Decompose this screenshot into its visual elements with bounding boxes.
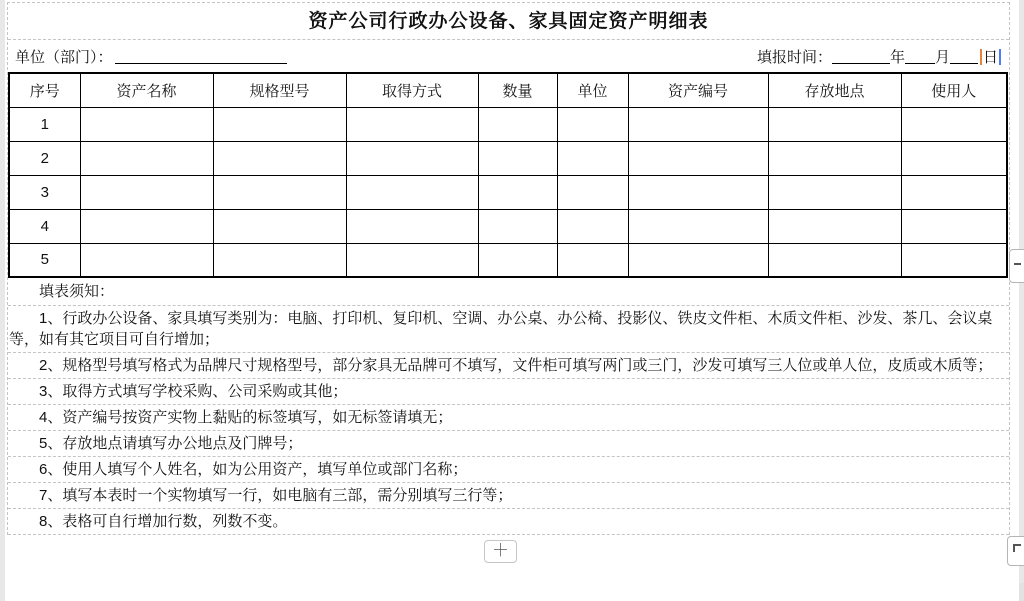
col-header-quantity: 数量 (478, 73, 557, 107)
table-cell[interactable] (901, 141, 1007, 175)
year-blank[interactable] (832, 49, 890, 64)
note-item-3: 3、取得方式填写学校采购、公司采购或其他； (8, 379, 1009, 405)
table-cell[interactable] (478, 141, 557, 175)
table-row (9, 141, 1007, 175)
row-index: 5 (9, 243, 80, 277)
add-row-button[interactable] (484, 540, 517, 563)
month-label: 月 (934, 48, 950, 66)
table-cell[interactable] (346, 141, 478, 175)
note-item-5: 5、存放地点请填写办公地点及门牌号； (8, 431, 1009, 457)
edge-button-clipped-bottom[interactable] (1007, 536, 1024, 566)
table-cell[interactable] (213, 243, 346, 277)
notes-heading: 填表须知： (8, 278, 1009, 306)
table-cell[interactable] (628, 107, 768, 141)
col-header-acquisition: 取得方式 (346, 73, 478, 107)
table-row (9, 107, 1007, 141)
table-cell[interactable] (768, 141, 901, 175)
table-cell[interactable] (346, 175, 478, 209)
table-cell[interactable] (80, 175, 213, 209)
note-item-4: 4、资产编号按资产实物上黏贴的标签填写，如无标签请填无； (8, 405, 1009, 431)
note-item-1: 1、行政办公设备、家具填写类别为：电脑、打印机、复印机、空调、办公桌、办公椅、投影仪、铁皮文件柜、木质文件柜、沙发、茶几、会议桌等，如有其它项目可自行增加； (8, 306, 1009, 353)
row-index: 1 (9, 107, 80, 141)
day-label: 日 (982, 48, 998, 66)
col-header-spec-model: 规格型号 (213, 73, 346, 107)
table-cell[interactable] (557, 141, 628, 175)
table-cell[interactable] (478, 243, 557, 277)
notes-section (8, 278, 1009, 535)
table-cell[interactable] (901, 175, 1007, 209)
table-cell[interactable] (557, 107, 628, 141)
table-cell[interactable] (628, 209, 768, 243)
table-cell[interactable] (346, 107, 478, 141)
table-row (9, 209, 1007, 243)
report-time-field (757, 46, 1001, 67)
collab-cursor-orange (980, 49, 982, 65)
document-page (5, 0, 1019, 601)
table-cell[interactable] (478, 175, 557, 209)
table-cell[interactable] (768, 243, 901, 277)
asset-table (8, 72, 1008, 278)
table-cell[interactable] (768, 107, 901, 141)
table-cell[interactable] (80, 141, 213, 175)
table-cell[interactable] (213, 175, 346, 209)
col-header-location: 存放地点 (768, 73, 901, 107)
report-time-label: 填报时间： (756, 48, 832, 66)
day-blank[interactable] (950, 49, 978, 64)
table-cell[interactable] (213, 107, 346, 141)
page-title: 资产公司行政办公设备、家具固定资产明细表 (8, 3, 1009, 40)
table-row (9, 243, 1007, 277)
unit-blank[interactable] (115, 49, 287, 64)
table-cell[interactable] (768, 209, 901, 243)
table-cell[interactable] (628, 175, 768, 209)
col-header-index: 序号 (9, 73, 80, 107)
col-header-user: 使用人 (901, 73, 1007, 107)
meta-row (8, 40, 1009, 72)
unit-field (15, 46, 287, 67)
document-body (7, 2, 1010, 535)
table-header-row (9, 73, 1007, 107)
row-index: 2 (9, 141, 80, 175)
table-row (9, 175, 1007, 209)
edge-button-clipped-top[interactable] (1009, 249, 1024, 283)
unit-label: 单位（部门）： (15, 48, 113, 66)
table-cell[interactable] (346, 209, 478, 243)
table-cell[interactable] (80, 107, 213, 141)
table-cell[interactable] (557, 209, 628, 243)
col-header-unit: 单位 (557, 73, 628, 107)
table-cell[interactable] (901, 243, 1007, 277)
table-cell[interactable] (478, 209, 557, 243)
note-item-7: 7、填写本表时一个实物填写一行，如电脑有三部，需分别填写三行等； (8, 483, 1009, 509)
table-cell[interactable] (628, 243, 768, 277)
month-blank[interactable] (905, 49, 935, 64)
table-cell[interactable] (768, 175, 901, 209)
table-cell[interactable] (213, 141, 346, 175)
table-cell[interactable] (557, 243, 628, 277)
note-item-6: 6、使用人填写个人姓名，如为公用资产，填写单位或部门名称； (8, 457, 1009, 483)
table-cell[interactable] (80, 243, 213, 277)
window-edge-right (1019, 0, 1024, 601)
table-cell[interactable] (557, 175, 628, 209)
minus-icon (1014, 263, 1021, 265)
row-index: 4 (9, 209, 80, 243)
plus-icon: ＋ (492, 541, 509, 560)
collab-cursor-blue (999, 49, 1001, 65)
table-cell[interactable] (80, 209, 213, 243)
table-cell[interactable] (901, 209, 1007, 243)
col-header-asset-number: 资产编号 (628, 73, 768, 107)
table-cell[interactable] (213, 209, 346, 243)
note-item-2: 2、规格型号填写格式为品牌尺寸规格型号，部分家具无品牌可不填写，文件柜可填写两门或三门，沙发可填写三人位或单人位，皮质或木质等； (8, 353, 1009, 379)
table-cell[interactable] (346, 243, 478, 277)
table-cell[interactable] (478, 107, 557, 141)
col-header-asset-name: 资产名称 (80, 73, 213, 107)
table-cell[interactable] (901, 107, 1007, 141)
clipped-glyph-icon (1013, 544, 1021, 552)
table-cell[interactable] (628, 141, 768, 175)
row-index: 3 (9, 175, 80, 209)
note-item-8: 8、表格可自行增加行数，列数不变。 (8, 509, 1009, 535)
year-label: 年 (889, 48, 905, 66)
